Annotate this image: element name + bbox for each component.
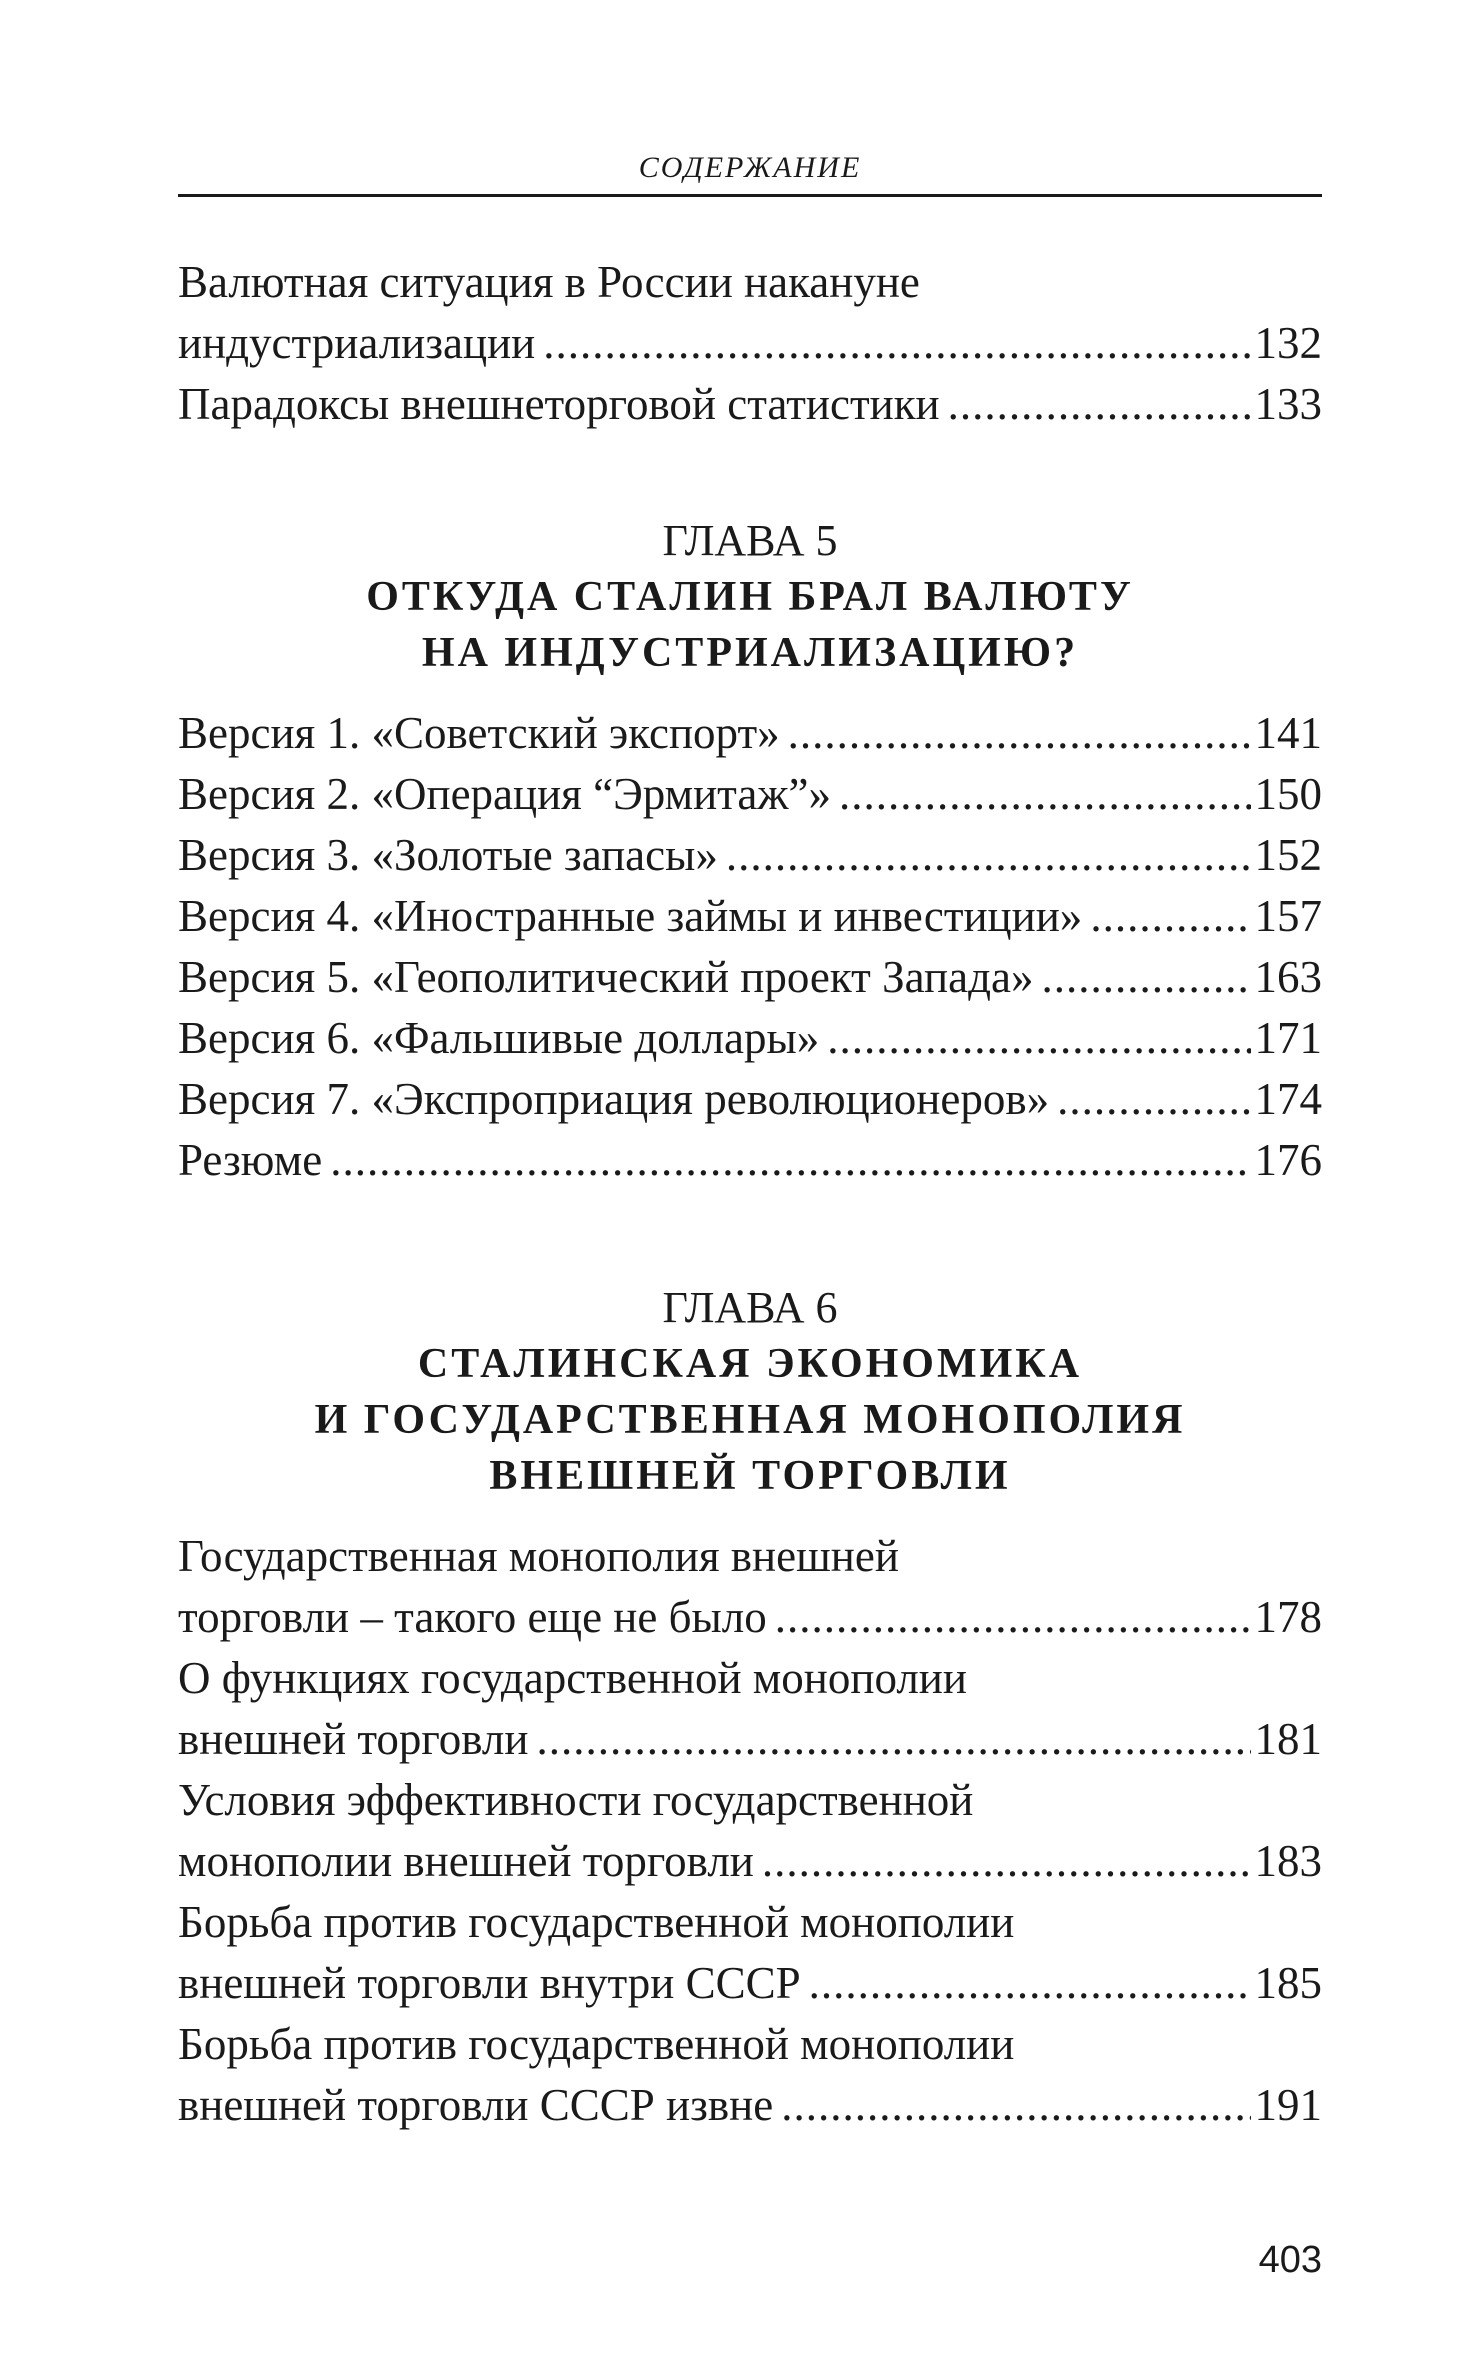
toc-entry-title-line: О функциях государственной монополии [178, 1653, 967, 1703]
dot-leader [1041, 947, 1250, 1008]
dot-leader [839, 764, 1251, 825]
toc-entry-title-line: внешней торговли [178, 1714, 529, 1764]
toc-page-number: 133 [1254, 379, 1322, 429]
dot-leader [726, 825, 1251, 886]
toc-entry[interactable] [178, 825, 1322, 886]
dot-leader [781, 2075, 1250, 2136]
toc-entry-title-line: Версия 1. «Советский экспорт» [178, 708, 780, 758]
dot-leader [1090, 886, 1250, 947]
toc-entry[interactable] [178, 1892, 1322, 2014]
dot-leader [330, 1130, 1250, 1191]
toc-entry[interactable] [178, 764, 1322, 825]
toc-entry[interactable] [178, 947, 1322, 1008]
toc-entry-title-line: Версия 6. «Фальшивые доллары» [178, 1013, 820, 1063]
chapter-title-line: И ГОСУДАРСТВЕННАЯ МОНОПОЛИЯ [314, 1397, 1186, 1443]
toc-page-number: 132 [1254, 318, 1322, 368]
dot-leader [788, 703, 1251, 764]
toc-entry-title-line: монополии внешней торговли [178, 1836, 754, 1886]
toc-entry-title-line: Борьба против государственной монополии [178, 1897, 1015, 1947]
toc-entry-title-line: Резюме [178, 1135, 323, 1185]
toc-page-number: 163 [1254, 952, 1322, 1002]
toc-page-number: 174 [1254, 1074, 1322, 1124]
running-head: СОДЕРЖАНИЕ [638, 151, 862, 184]
toc-entry-title-line: индустриализации [178, 318, 536, 368]
toc-entry[interactable] [178, 1526, 1322, 1648]
toc-entry[interactable] [178, 1770, 1322, 1892]
toc-entry[interactable] [178, 1008, 1322, 1069]
toc-entry[interactable] [178, 1069, 1322, 1130]
toc-page-number: 171 [1254, 1013, 1322, 1063]
toc-entry-title-line: Условия эффективности государственной [178, 1775, 974, 1825]
dot-leader [775, 1587, 1251, 1648]
header-rule [178, 194, 1322, 197]
toc-page-number: 176 [1254, 1135, 1322, 1185]
dot-leader [543, 313, 1250, 374]
chapter-title-line: ОТКУДА СТАЛИН БРАЛ ВАЛЮТУ [366, 574, 1134, 620]
toc-entry-title-line: Версия 3. «Золотые запасы» [178, 830, 718, 880]
toc-entry-title-line: Парадоксы внешнеторговой статистики [178, 379, 940, 429]
toc-page-number: 157 [1254, 891, 1322, 941]
toc-entry[interactable] [178, 703, 1322, 764]
toc-page-number: 191 [1254, 2080, 1322, 2130]
toc-entry[interactable] [178, 886, 1322, 947]
toc-entry[interactable] [178, 1648, 1322, 1770]
toc-entry-title-line: Версия 4. «Иностранные займы и инвестиции» [178, 891, 1083, 941]
chapter-title-line: НА ИНДУСТРИАЛИЗАЦИЮ? [421, 630, 1079, 676]
toc-page-number: 178 [1254, 1592, 1322, 1642]
toc-page-number: 150 [1254, 769, 1322, 819]
toc-entry[interactable] [178, 2014, 1322, 2136]
toc-entry[interactable] [178, 1130, 1322, 1191]
toc-entry-title-line: Версия 7. «Экспроприация революционеров» [178, 1074, 1050, 1124]
toc-page-number: 152 [1254, 830, 1322, 880]
chapter-5-heading [178, 513, 1322, 681]
toc-entry-title-line: Версия 5. «Геополитический проект Запада» [178, 952, 1034, 1002]
chapter-label: ГЛАВА 6 [662, 1283, 838, 1332]
dot-leader [948, 374, 1251, 435]
chapter-6-heading [178, 1280, 1322, 1504]
toc-page-number: 183 [1254, 1836, 1322, 1886]
toc-entry-title-line: внешней торговли внутри СССР [178, 1958, 801, 2008]
toc-page-number: 181 [1254, 1714, 1322, 1764]
toc-page-number: 141 [1254, 708, 1322, 758]
toc-entry-title-line: Валютная ситуация в России накануне [178, 257, 920, 307]
toc-entry-title-line: внешней торговли СССР извне [178, 2080, 774, 2130]
chapter-title-line: СТАЛИНСКАЯ ЭКОНОМИКА [417, 1341, 1083, 1387]
chapter-title-line: ВНЕШНЕЙ ТОРГОВЛИ [489, 1453, 1011, 1499]
dot-leader [1057, 1069, 1250, 1130]
toc-entry-title-line: торговли – такого еще не было [178, 1592, 767, 1642]
toc-entry[interactable] [178, 374, 1322, 435]
toc-entry[interactable] [178, 252, 1322, 374]
book-page [178, 0, 1322, 2362]
page-number: 403 [1258, 2239, 1322, 2281]
toc-entry-title-line: Государственная монополия внешней [178, 1531, 899, 1581]
toc-entry-title-line: Борьба против государственной монополии [178, 2019, 1015, 2069]
toc-entry-title-line: Версия 2. «Операция “Эрмитаж”» [178, 769, 831, 819]
dot-leader [827, 1008, 1250, 1069]
dot-leader [762, 1831, 1251, 1892]
dot-leader [536, 1709, 1250, 1770]
dot-leader [809, 1953, 1251, 2014]
chapter-label: ГЛАВА 5 [662, 516, 838, 565]
toc-page-number: 185 [1254, 1958, 1322, 2008]
